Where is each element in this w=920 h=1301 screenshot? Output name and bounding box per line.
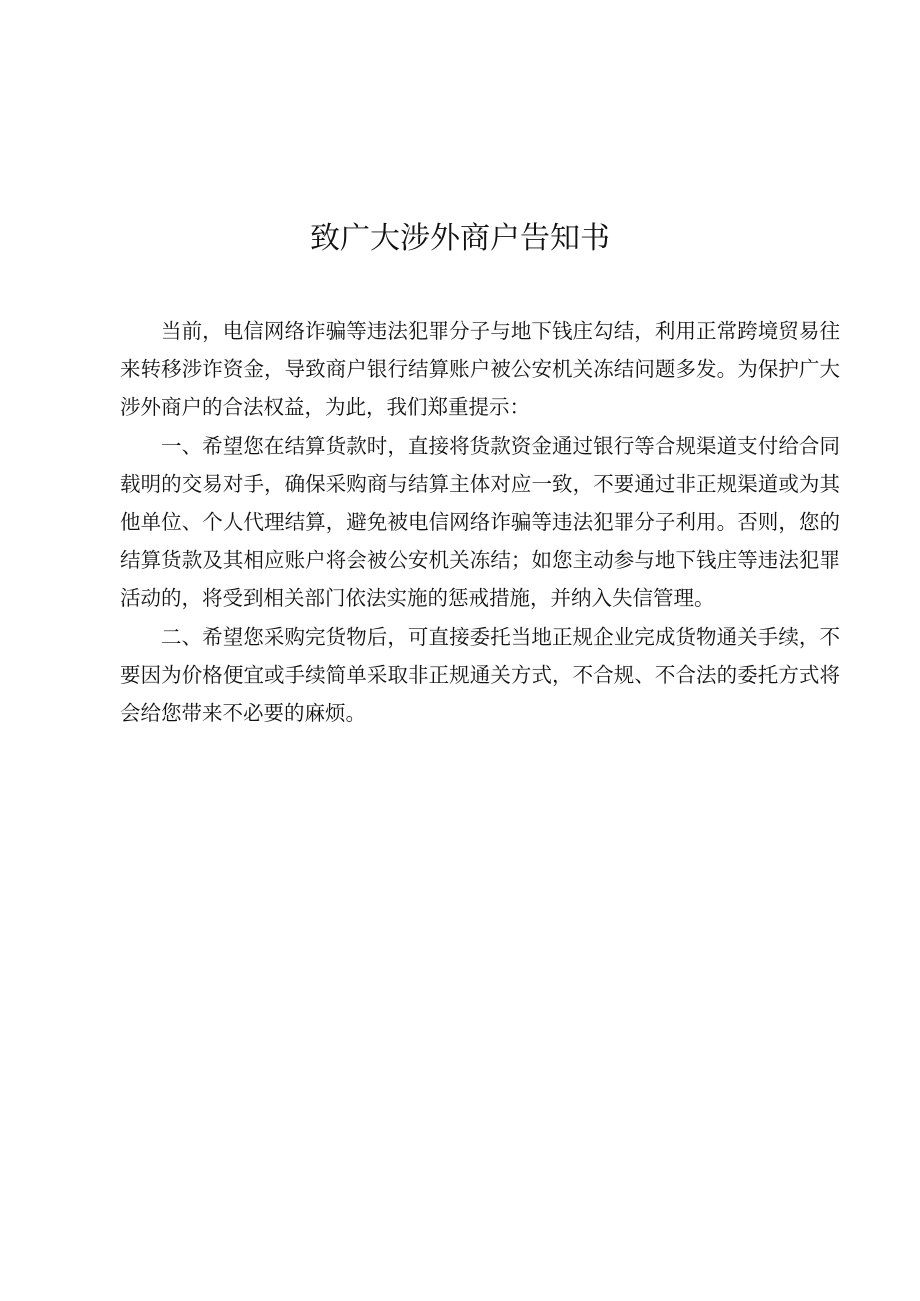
paragraph-intro: 当前，电信网络诈骗等违法犯罪分子与地下钱庄勾结，利用正常跨境贸易往来转移涉诈资金，导致商户银行结算账户被公安机关冻结问题多发。为保护广大涉外商户的合法权益，为此，我们郑重提示： bbox=[120, 319, 840, 420]
paragraph-point-one: 一、希望您在结算货款时，直接将货款资金通过银行等合规渠道支付给合同载明的交易对手，确保采购商与结算主体对应一致，不要通过非正规渠道或为其他单位、个人代理结算，避免被电信网络诈骗等违法犯罪分子利用。否则，您的结算货款及其相应账户将会被公安机关冻结；如您主动参与地下钱庄等违法犯罪活动的，将受到相关部门依法实施的惩戒措施，并纳入失信管理。 bbox=[120, 433, 840, 611]
paragraph-point-two: 二、希望您采购完货物后，可直接委托当地正规企业完成货物通关手续，不要因为价格便宜或手续简单采取非正规通关方式，不合规、不合法的委托方式将会给您带来不必要的麻烦。 bbox=[120, 624, 840, 726]
document-title: 致广大涉外商户告知书 bbox=[310, 221, 610, 256]
document-body bbox=[120, 312, 840, 732]
